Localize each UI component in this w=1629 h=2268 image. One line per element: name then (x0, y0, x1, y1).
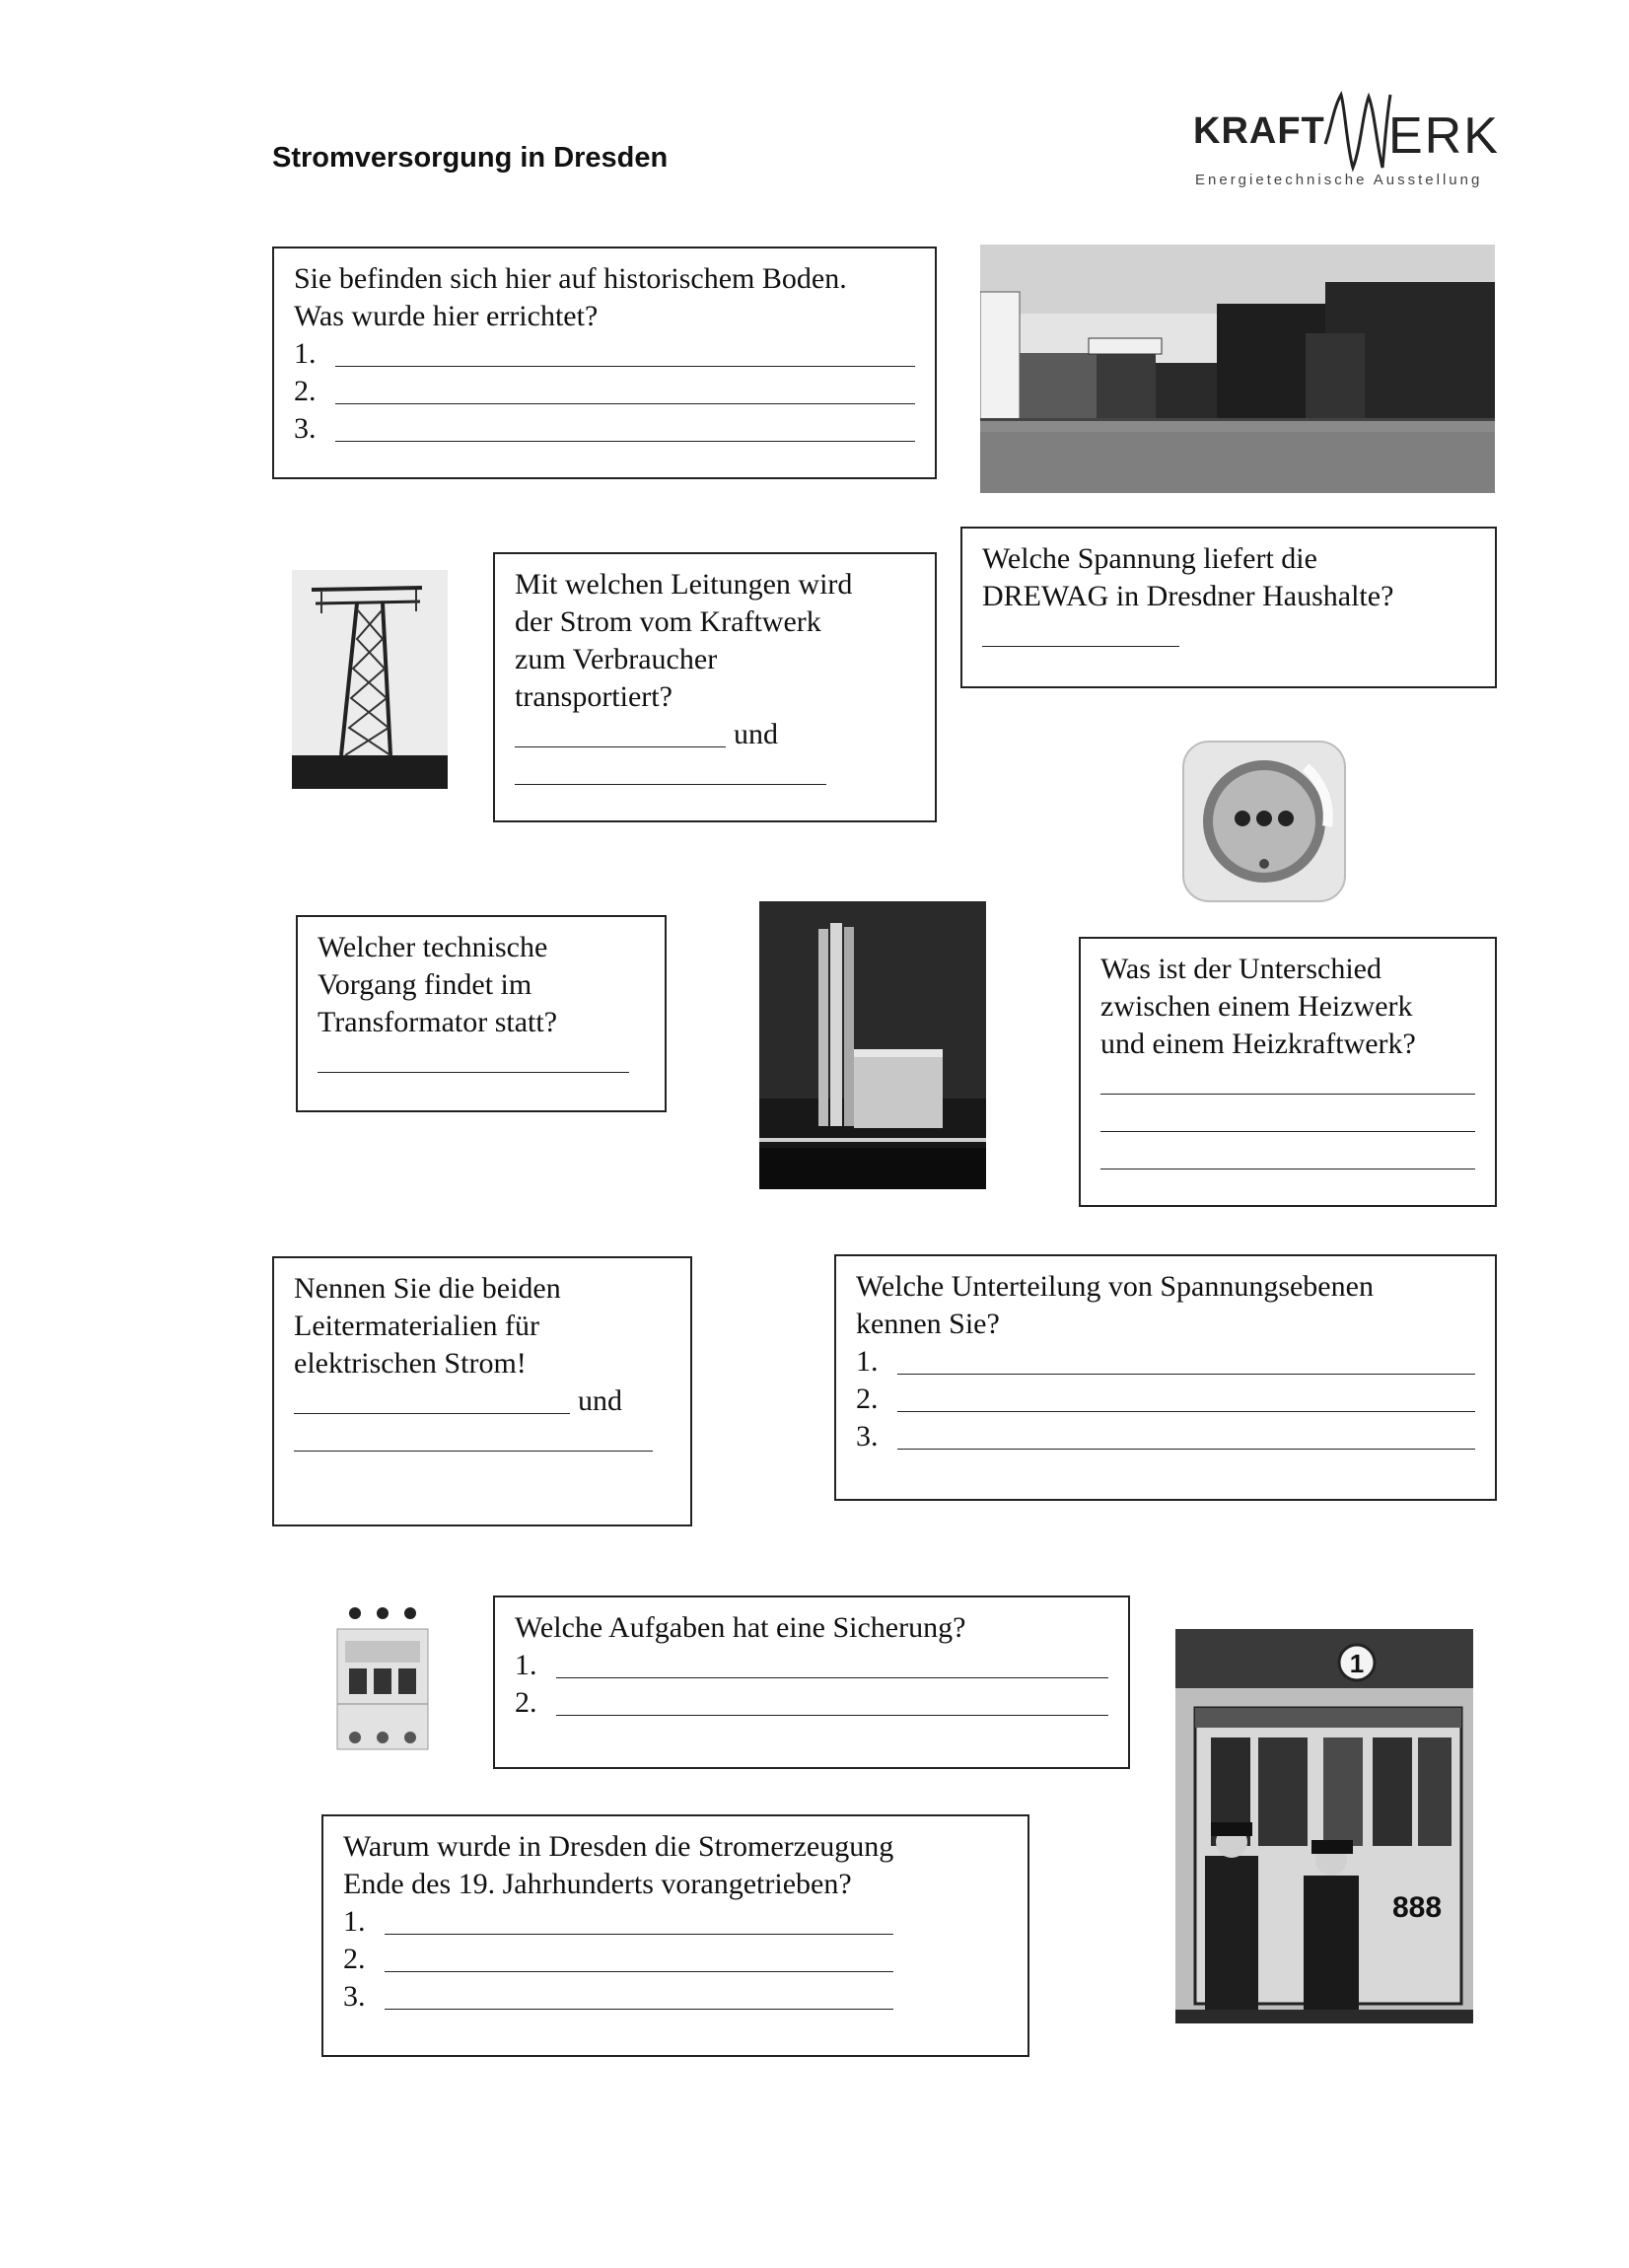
question-box-transmission-lines (493, 552, 937, 822)
question-text: Welche Unterteilung von Spannungsebenen kennen Sie? (856, 1270, 1374, 1340)
answer-number: 3. (343, 1980, 366, 2013)
answer-line-2[interactable] (897, 1387, 1475, 1412)
logo-text-kraft: KRAFT (1193, 110, 1325, 152)
question-text: Sie befinden sich hier auf historischem Boden. Was wurde hier errichtet? (294, 262, 847, 332)
answer-line-2[interactable] (385, 1948, 893, 1972)
answer-number: 2. (515, 1686, 537, 1719)
photo-historic-site (980, 245, 1495, 493)
photo-historic-tram (1175, 1629, 1473, 2023)
answer-line-2[interactable] (294, 1427, 653, 1452)
answer-number: 2. (294, 375, 317, 407)
question-text: Nennen Sie die beiden Leitermaterialien für elektrischen Strom! (294, 1272, 561, 1380)
photo-power-socket (1179, 738, 1349, 905)
answer-number: 1. (515, 1649, 537, 1681)
question-box-transformer (296, 915, 667, 1112)
photo-circuit-breaker (327, 1601, 438, 1755)
question-text: Welche Spannung liefert die DREWAG in Dresdner Haushalte? (982, 542, 1394, 612)
question-box-voltage-levels (834, 1254, 1497, 1501)
answer-line-3[interactable] (1100, 1145, 1475, 1169)
answer-line-1[interactable] (385, 1910, 893, 1935)
answer-number: 2. (343, 1943, 366, 1975)
answer-line-1[interactable] (897, 1350, 1475, 1375)
answer-line-1[interactable] (515, 723, 726, 747)
logo-subtitle: Energietechnische Ausstellung (1195, 172, 1483, 188)
answer-number: 3. (294, 412, 317, 445)
answer-line-1[interactable] (1100, 1070, 1475, 1095)
answer-number: 3. (856, 1420, 879, 1453)
answer-line-3[interactable] (335, 417, 915, 442)
question-text: Welche Aufgaben hat eine Sicherung? (515, 1611, 966, 1644)
question-box-heating-plant (1079, 937, 1497, 1207)
answer-line-1[interactable] (335, 342, 915, 367)
photo-power-plant-night (759, 901, 986, 1189)
answer-line-1[interactable] (556, 1654, 1108, 1678)
question-box-voltage (960, 527, 1497, 688)
question-text: Warum wurde in Dresden die Stromerzeugung Ende des 19. Jahrhunderts vorangetrieben? (343, 1830, 894, 1900)
question-box-fuse-tasks (493, 1595, 1130, 1769)
question-box-historic-site (272, 247, 937, 479)
answer-number: 1. (294, 337, 317, 370)
page-title: Stromversorgung in Dresden (272, 142, 669, 174)
tram-number-label: 888 (1392, 1891, 1443, 1924)
photo-power-pylon (292, 570, 448, 789)
answer-line-2[interactable] (335, 380, 915, 404)
question-text: Mit welchen Leitungen wird der Strom vom Kraftwerk zum Verbraucher transportiert? (515, 568, 853, 713)
answer-line-2[interactable] (515, 760, 826, 785)
question-box-conductor-materials (272, 1256, 692, 1526)
logo-text-erk: ERK (1388, 107, 1500, 165)
answer-number: 2. (856, 1382, 879, 1415)
answer-line-1[interactable] (294, 1389, 570, 1414)
tram-route-label: 1 (1349, 1649, 1365, 1678)
answer-line-2[interactable] (1100, 1107, 1475, 1132)
answer-number: 1. (343, 1905, 366, 1938)
question-text: Welcher technische Vorgang findet im Transformator statt? (318, 931, 558, 1038)
question-text: Was ist der Unterschied zwischen einem Heizwerk und einem Heizkraftwerk? (1100, 953, 1416, 1060)
logo-wave-icon (1321, 89, 1392, 174)
und-label: und (578, 1384, 622, 1417)
answer-number: 1. (856, 1345, 879, 1378)
kraftwerk-logo (1193, 89, 1509, 197)
answer-line-1[interactable] (982, 622, 1179, 647)
answer-line-3[interactable] (385, 1985, 893, 2010)
und-label: und (734, 718, 778, 750)
answer-line-1[interactable] (318, 1048, 629, 1073)
answer-line-2[interactable] (556, 1691, 1108, 1716)
question-box-power-generation-history (321, 1814, 1029, 2057)
answer-line-3[interactable] (897, 1425, 1475, 1450)
